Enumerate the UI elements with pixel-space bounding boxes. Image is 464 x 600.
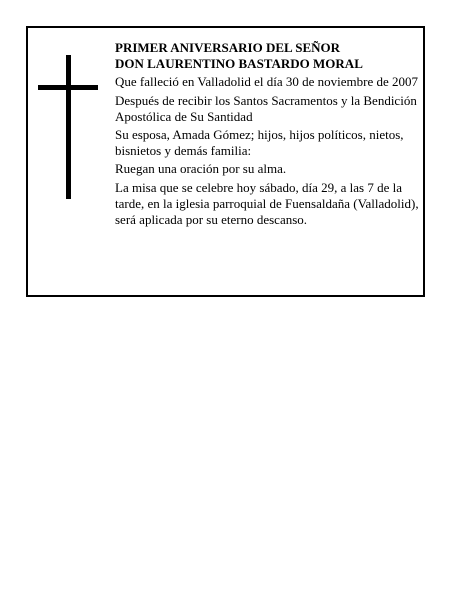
cross-horizontal-bar — [38, 85, 98, 90]
mass-info: La misa que se celebre hoy sábado, día 29, a las 7 de la tarde, en la iglesia parroquial de Fuensaldaña (Valladolid), será aplicada por su eterno descanso. — [115, 179, 419, 228]
notice-text — [115, 40, 420, 230]
latin-cross-icon — [38, 55, 98, 199]
obituary-notice — [26, 26, 425, 297]
headline-line-2: DON LAURENTINO BASTARDO MORAL — [115, 56, 363, 72]
family-info: Su esposa, Amada Gómez; hijos, hijos políticos, nietos, bisnietos y demás familia: — [115, 127, 404, 159]
death-info: Que falleció en Valladolid el día 30 de noviembre de 2007 — [115, 74, 418, 90]
cross-vertical-bar — [66, 55, 71, 199]
headline-line-1: PRIMER ANIVERSARIO DEL SEÑOR — [115, 40, 341, 55]
prayer-request: Ruegan una oración por su alma. — [115, 161, 287, 177]
notice-headline — [115, 40, 420, 72]
sacraments-info: Después de recibir los Santos Sacramentos y la Bendición Apostólica de Su Santidad — [115, 92, 417, 124]
